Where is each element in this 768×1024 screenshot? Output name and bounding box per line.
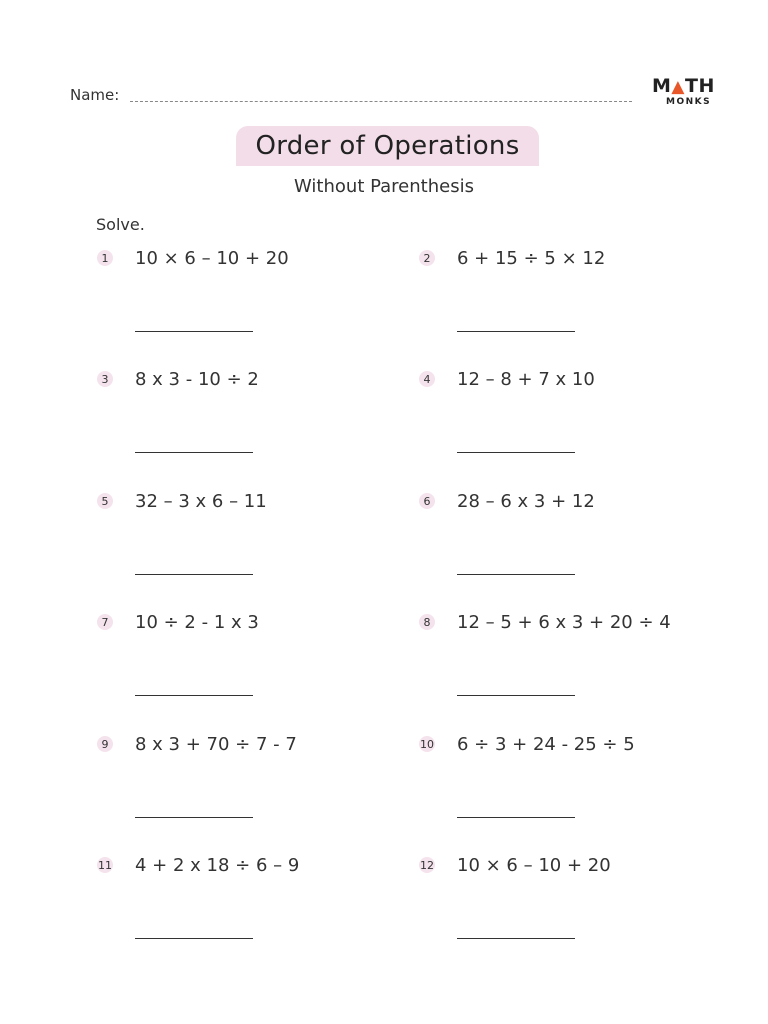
answer-line[interactable] (457, 938, 575, 939)
problem-9 (97, 734, 417, 844)
problem-expression: 6 ÷ 3 + 24 - 25 ÷ 5 (457, 734, 635, 755)
logo-letter-m: M (652, 75, 672, 97)
problem-expression: 10 × 6 – 10 + 20 (135, 248, 289, 269)
problem-4 (419, 369, 739, 479)
problem-number: 10 (420, 737, 434, 751)
logo-letters-th: TH (685, 75, 715, 97)
answer-line[interactable] (135, 331, 253, 332)
problem-number: 12 (420, 858, 434, 872)
problem-expression: 12 – 5 + 6 x 3 + 20 ÷ 4 (457, 612, 671, 633)
answer-line[interactable] (457, 574, 575, 575)
problem-number: 11 (98, 858, 112, 872)
problem-expression: 6 + 15 ÷ 5 × 12 (457, 248, 606, 269)
answer-line[interactable] (135, 574, 253, 575)
problem-10 (419, 734, 739, 844)
problem-3 (97, 369, 417, 479)
logo-monks: MONKS (666, 97, 712, 107)
problem-number: 7 (97, 614, 113, 630)
instruction-text: Solve. (96, 215, 145, 234)
name-field-line[interactable] (130, 101, 632, 102)
answer-line[interactable] (457, 331, 575, 332)
answer-line[interactable] (135, 452, 253, 453)
answer-line[interactable] (135, 695, 253, 696)
name-label: Name: (70, 86, 120, 104)
problem-expression: 4 + 2 x 18 ÷ 6 – 9 (135, 855, 300, 876)
title-banner (236, 126, 539, 166)
problem-expression: 10 × 6 – 10 + 20 (457, 855, 611, 876)
answer-line[interactable] (135, 817, 253, 818)
problem-expression: 12 – 8 + 7 x 10 (457, 369, 595, 390)
page-subtitle: Without Parenthesis (294, 176, 474, 197)
problem-11 (97, 855, 417, 965)
problem-12 (419, 855, 739, 965)
problem-6 (419, 491, 739, 601)
problem-7 (97, 612, 417, 722)
page-title: Order of Operations (255, 131, 520, 161)
problem-expression: 8 x 3 + 70 ÷ 7 - 7 (135, 734, 297, 755)
math-monks-logo (652, 76, 722, 107)
answer-line[interactable] (135, 938, 253, 939)
problem-expression: 28 – 6 x 3 + 12 (457, 491, 595, 512)
problem-expression: 32 – 3 x 6 – 11 (135, 491, 267, 512)
problem-number: 9 (97, 736, 113, 752)
problem-number: 4 (419, 371, 435, 387)
answer-line[interactable] (457, 452, 575, 453)
problem-8 (419, 612, 739, 722)
problem-number: 8 (419, 614, 435, 630)
problem-number: 1 (97, 250, 113, 266)
problem-expression: 10 ÷ 2 - 1 x 3 (135, 612, 259, 633)
logo-triangle-icon: ▲ (671, 77, 685, 97)
problem-1 (97, 248, 417, 358)
problem-expression: 8 x 3 - 10 ÷ 2 (135, 369, 259, 390)
answer-line[interactable] (457, 817, 575, 818)
problem-2 (419, 248, 739, 358)
problem-number: 5 (97, 493, 113, 509)
problem-number: 2 (419, 250, 435, 266)
answer-line[interactable] (457, 695, 575, 696)
problem-5 (97, 491, 417, 601)
problem-number: 6 (419, 493, 435, 509)
problem-number: 3 (97, 371, 113, 387)
